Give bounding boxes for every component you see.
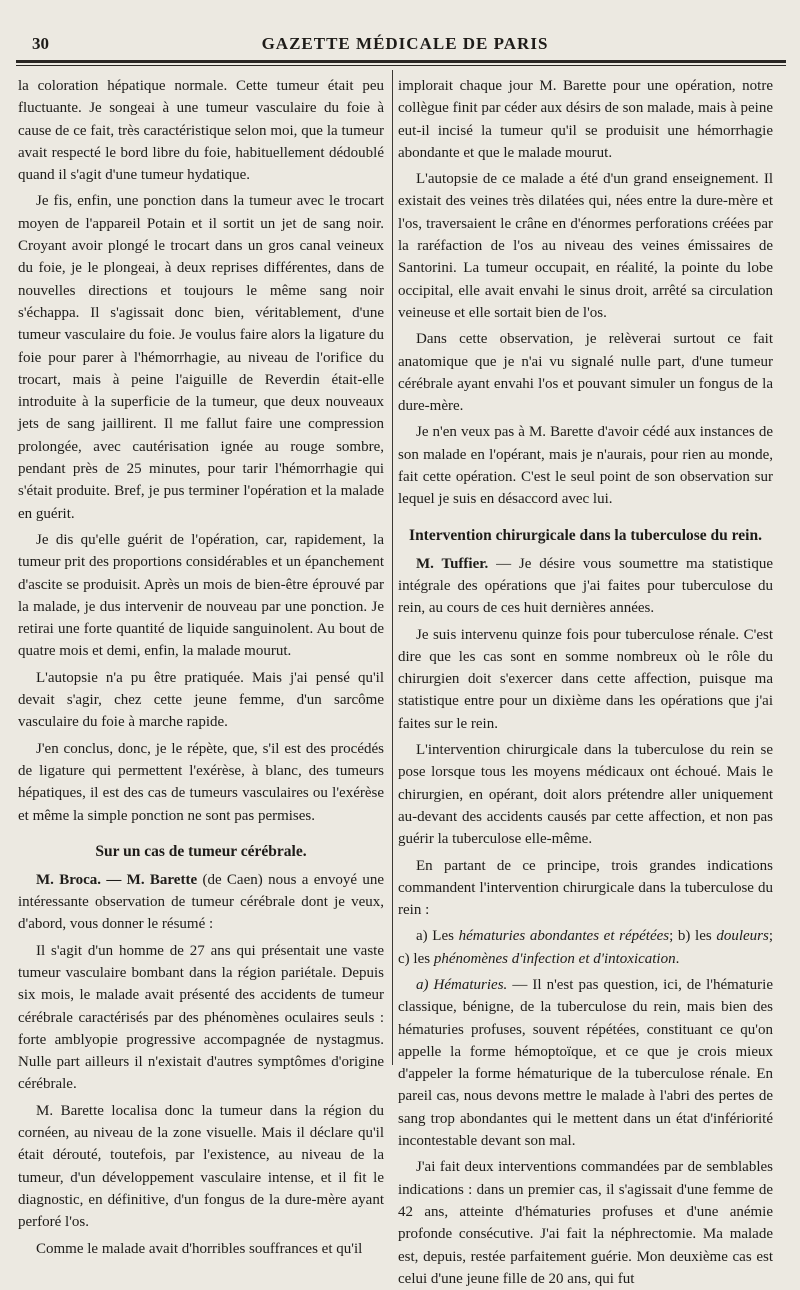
paragraph: la coloration hépatique normale. Cette tumeur était peu fluctuante. Je songeai à une tumeur vasculaire du foie à cause de ce fait, très caractéristique selon moi, que la tumeur avait respecté le bord libre du foie, habituellement dédoublé quand il s'agit d'une tumeur hydatique. [18,78,384,184]
text-run: — Il n'est pas question, ici, de l'hématurie classique, bénigne, de la tuberculose du rein, mais bien des hématuries profuses, souvent répétées, constituant ce qu'on appelle la forme hémoptoïque, et ce que je crois mieux d'appeler la forme hématurique de la tuberculose rénale. En pareil cas, nous devons mettre le malade à l'abri des pertes de sang trop abondantes qui le mettent dans un état d'infériorité incontestable devant son mal. [398,976,773,1150]
section-title-tuberculose-rein: Intervention chirurgicale dans la tuberculose du rein. [409,526,762,544]
indications-list [398,925,773,970]
subheading-hematuries: a) Hématuries. [416,976,508,993]
paragraph: M. Barette localisa donc la tumeur dans la région du cornéen, au niveau de la zone visuelle. Mais il déclare qu'il était dérouté, toutefois, par l'existence, au niveau de la tumeur, d'un développement vasculaire intense, et il fit le diagnostic, en définitive, d'un fongus de la dure-mère ayant perforé l'os. [18,1102,384,1231]
column-divider [392,70,393,1065]
text-run: ; c) les [398,928,774,967]
paragraph: Comme le malade avait d'horribles souffrances et qu'il [36,1240,363,1257]
paragraph: L'autopsie n'a pu être pratiquée. Mais j'ai pensé qu'il devait s'agir, chez cette jeune femme, d'un sarcôme vasculaire du foie à marche rapide. [18,669,384,731]
paragraph [18,869,384,936]
paragraph [398,974,773,1152]
header-rule [16,60,786,63]
page-header [22,34,788,56]
text-run: . [675,950,680,967]
paragraph: Dans cette observation, je relèverai surtout ce fait anatomique que je n'ai vu signalé nulle part, d'une tumeur cérébrale ayant envahi l'os et pouvant simuler un fongus de la dure-mère. [398,331,773,415]
paragraph: L'autopsie de ce malade a été d'un grand enseignement. Il existait des veines très dilatées qui, nées entre la dure-mère et l'os, traversaient le crâne en d'énormes perforations créées par la raréfaction de l'os au niveau des veines émissaires de Santorini. La tumeur occupait, en réalité, la pointe du lobe occipital, elle avait envahi le sinus droit, arrêté sa circulation veineuse et elle sortait bien de l'os. [398,171,773,321]
text-run: ; b) les [669,928,717,945]
paragraph: J'ai fait deux interventions commandées par de semblables indications : dans un premier cas, il s'agissait d'une femme de 42 ans, atteinte d'hématuries profuses et d'une anémie profonde consécutive. J'ai fait la néphrectomie. Ma malade est, depuis, restée parfaitement guérie. Mon deuxième cas est celui d'une jeune fille de 20 ans, qui fut [398,1159,773,1287]
journal-title: GAZETTE MÉDICALE DE PARIS [261,34,549,53]
paragraph: Je dis qu'elle guérit de l'opération, car, rapidement, la tumeur prit des proportions considérables et un épanchement d'ascite se produisit. Après un mois de bien-être éprouvé par la malade, je dus intervenir de nouveau par une ponction. Je retirai une forte quantité de liquide sanguinolent. Au bout de quatre mois et demi, enfin, la malade mourut. [18,531,384,660]
right-column [398,75,774,1287]
paragraph [398,553,773,620]
speaker-name: M. Broca. — M. Barette [36,871,198,888]
paragraph: implorait chaque jour M. Barette pour une opération, notre collègue finit par céder aux désirs de son malade, mais à peine eut-il incisé la tumeur qu'il se produisit une hémorrhagie abondante et que le malade mourut. [398,78,773,161]
paragraph: L'intervention chirurgicale dans la tuberculose du rein se pose lorsque tous les moyens médicaux ont échoué. Mais le chirurgien, en opérant, doit alors prétendre aller uniquement au-devant des accidents causés par cette affection, et non pas guérir la tuberculose elle-même. [398,742,773,848]
speech-text: — Je désire vous soumettre ma statistique intégrale des opérations que j'ai faites pour tuberculose du rein, au cours de ces huit dernières années. [398,555,774,617]
speech-text: (de Caen) nous a envoyé une intéressante observation de tumeur cérébrale dont je veux, d'abord, vous donner le résumé : [18,871,385,933]
section-title-tumeur-cerebrale: Sur un cas de tumeur cérébrale. [95,842,307,860]
page-number: 30 [32,34,49,53]
paragraph: Je suis intervenu quinze fois pour tuberculose rénale. C'est dire que les cas sont en somme nombreux où le rôle du chirurgien doit s'exercer dans cette affection, puisque ma statistique entre pour un dixième dans les opérations que j'ai faites sur le rein. [398,626,773,732]
italic-run: douleurs [716,928,769,945]
paragraph: J'en conclus, donc, je le répète, que, s'il est des procédés de ligature qui permettent l'exérèse, à blanc, des tumeurs hépatiques, il est des cas de tumeurs vasculaires ou l'exérèse et même la simple ponction ne sont pas permises. [18,740,384,824]
paragraph: Je n'en veux pas à M. Barette d'avoir cédé aux instances de son malade en l'opérant, mais je n'aurais, pour rien au monde, fait cette opération. C'est le seul point de son observation sur lequel je suis en désaccord avec lui. [398,424,773,508]
paragraph: Je fis, enfin, une ponction dans la tumeur avec le trocart moyen de l'appareil Potain et il sortit un jet de sang noir. Croyant avoir plongé le trocart dans un gros canal veineux du foie, je le plongeai, à deux reprises différentes, dans de nouvelles directions et toujours le même sang noir s'échappa. Il s'agissait donc bien, véritablement, d'une tumeur vasculaire du foie. Je voulus faire alors la ligature du foie pour parer à l'hémorrhagie, au niveau de l'orifice du trocart, mais à peine l'aiguille de Reverdin était-elle introduite à la superficie de la tumeur, que deux nouveaux jets de sang jaillirent. Il me fallut faire une compression prolongée, avec cautérisation ignée au rouge sombre, pendant près de 25 minutes, pour tarir l'hémorrhagie qui s'était produite. Bref, je pus terminer l'opération et la malade en guérit. [18,193,384,522]
left-column [18,75,385,1257]
italic-run: phénomènes d'infection et d'intoxication [433,950,676,967]
text-run: a) Les [416,928,459,945]
paragraph: Il s'agit d'un homme de 27 ans qui présentait une vaste tumeur vasculaire bombant dans la région pariétale. Depuis six mois, le malade avait présenté des accidents de tumeur cérébrale caractérisés par des phénomènes oculaires seuls : forte amblyopie progressive accompagnée de nystagmus. Nulle part ailleurs il n'existait d'autres symptômes d'origine cérébrale. [18,942,384,1093]
italic-run: hématuries abondantes et répétées [458,928,670,945]
header-rule-thin [16,65,786,66]
speaker-name: M. Tuffier. [416,555,489,572]
paragraph: En partant de ce principe, trois grandes indications commandent l'intervention chirurgicale dans la tuberculose du rein : [398,857,773,919]
